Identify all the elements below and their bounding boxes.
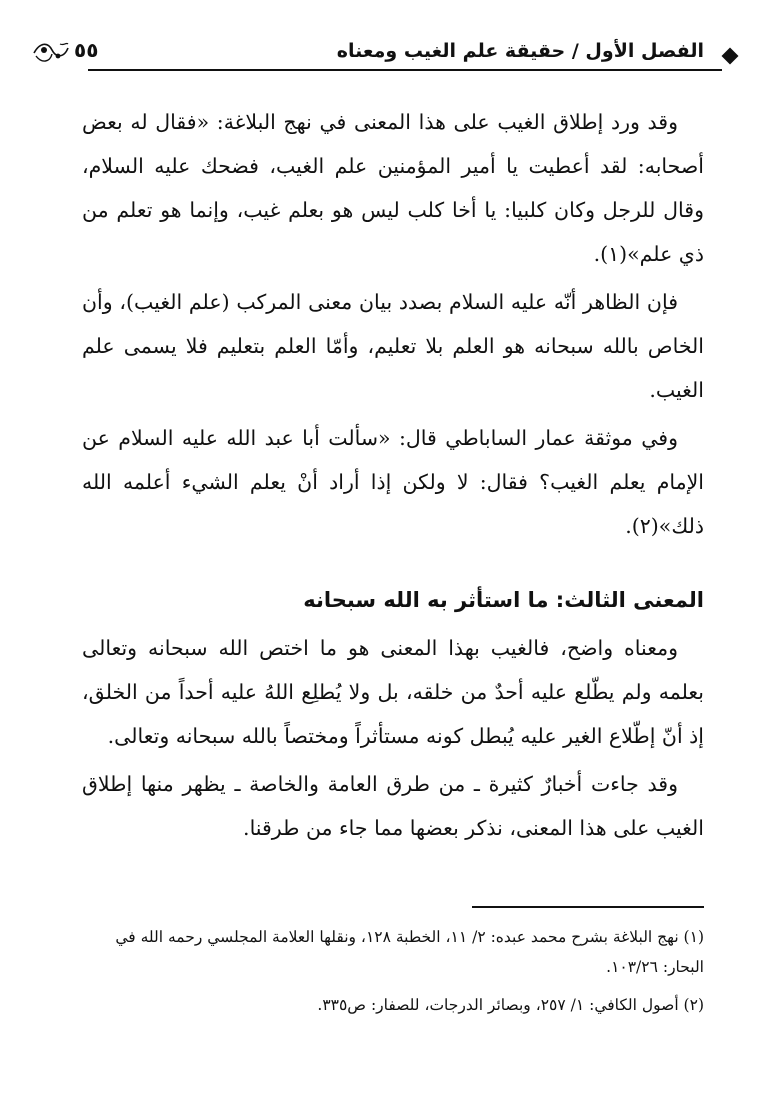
footnote-1: (١) نهج البلاغة بشرح محمد عبده: ٢/ ١١، الخطبة ١٢٨، ونقلها العلامة المجلسي رحمه الله في البحار: ١٠٣/٢٦.	[115, 928, 704, 976]
main-text	[82, 100, 704, 854]
section-heading: المعنى الثالث: ما استأثر به الله سبحانه	[303, 588, 704, 612]
paragraph-3: وفي موثقة عمار الساباطي قال: «سألت أبا عبد الله عليه السلام عن الإمام يعلم الغيب؟ فقال: لا ولكن إذا أراد أنْ يعلم الشيء أعلمه الله ذلك»(٢).	[82, 426, 704, 538]
paragraph-4: ومعناه واضح، فالغيب بهذا المعنى هو ما اختص الله سبحانه وتعالى بعلمه ولم يطّلع عليه أحدٌ من خلقه، بل ولا يُطلِع اللهُ عليه أحداً من الخلق، إذ أنّ إطّلاع الغير عليه يُبطل كونه مستأثراً ومختصاً بالله سبحانه وتعالى.	[82, 636, 704, 748]
footnote-rule	[472, 906, 704, 908]
header-rule	[88, 69, 722, 71]
paragraph-2: فإن الظاهر أنّه عليه السلام بصدد بيان معنى المركب (علم الغيب)، وأن الخاص بالله سبحانه هو العلم بلا تعليم، وأمّا العلم بتعليم فلا يسمى علم الغيب.	[82, 290, 704, 402]
diamond-icon	[722, 48, 739, 65]
page-number: ٥٥	[74, 38, 99, 62]
paragraph-5: وقد جاءت أخبارٌ كثيرة ـ من طرق العامة والخاصة ـ يظهر منها إطلاق الغيب على هذا المعنى، نذكر بعضها مما جاء من طرقنا.	[82, 772, 704, 840]
running-header	[30, 32, 738, 76]
chapter-title: الفصل الأول / حقيقة علم الغيب ومعناه	[336, 40, 704, 62]
footnote-2: (٢) أصول الكافي: ١/ ٢٥٧، وبصائر الدرجات، للصفار: ص٣٣٥.	[317, 996, 704, 1014]
floral-ornament-icon	[30, 38, 70, 68]
paragraph-1: وقد ورد إطلاق الغيب على هذا المعنى في نهج البلاغة: «فقال له بعض أصحابه: لقد أعطيت يا أمير المؤمنين علم الغيب، فضحك عليه السلام، وقال للرجل وكان كلبيا: يا أخا كلب ليس هو بعلم غيب، وإنما هو تعلم من ذي علم»(١).	[82, 110, 704, 266]
footnotes	[82, 906, 704, 1028]
